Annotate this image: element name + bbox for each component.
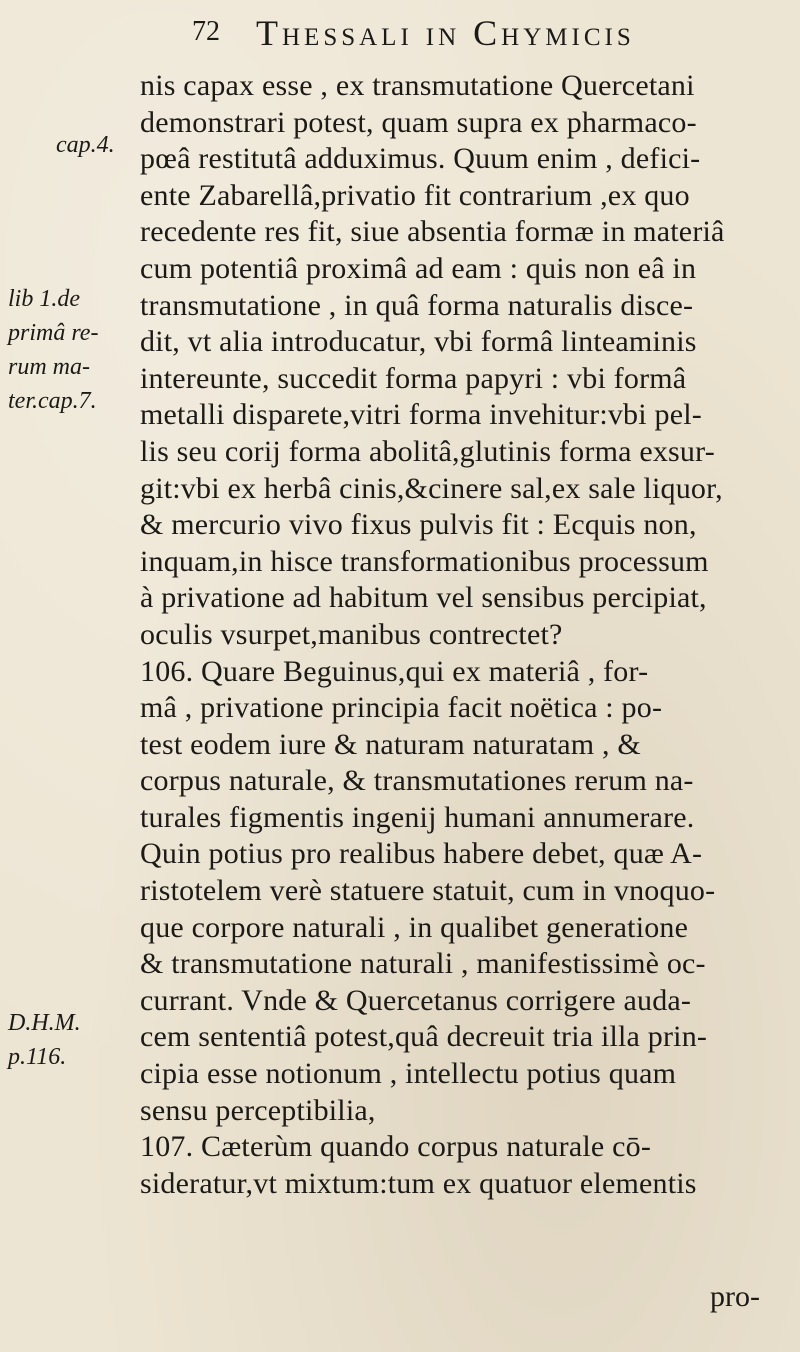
text-line: Quin potius pro realibus habere debet, quæ A- [140, 837, 703, 871]
text-line: & transmutatione naturali , manifestissimè oc- [140, 947, 706, 981]
text-line: transmutatione , in quâ forma naturalis disce- [140, 288, 694, 322]
text-line: currant. Vnde & Quercetanus corrigere auda- [140, 983, 692, 1017]
margin-note-page: p.116. [8, 1044, 67, 1070]
text-line: cum potentiâ proximâ ad eam : quis non eâ in [140, 251, 697, 285]
text-line: intereunte, succedit forma papyri : vbi formâ [140, 361, 687, 395]
text-line: metalli disparete,vitri forma invehitur:vbi pel- [140, 398, 702, 432]
page-number: 72 [192, 16, 220, 47]
text-line: cipia esse notionum , intellectu potius quam [140, 1057, 677, 1091]
text-line: à privatione ad habitum vel sensibus percipiat, [140, 581, 707, 615]
catchword: pro- [710, 1280, 760, 1313]
text-line: mâ , privatione principia facit noëtica : po- [140, 691, 663, 725]
text-line: nis capax esse , ex transmutatione Quercetani [140, 69, 695, 102]
text-line: 107. Cæterùm quando corpus naturale cō- [140, 1130, 652, 1164]
text-line: pœâ restitutâ adduximus. Quum enim , defici- [140, 142, 701, 176]
text-line: cem sententiâ potest,quâ decreuit tria illa prin- [140, 1020, 708, 1054]
text-line: lis seu corij forma abolitâ,glutinis forma exsur- [140, 434, 715, 468]
text-line: ente Zabarellâ,privatio fit contrarium ,ex quo [140, 178, 690, 212]
text-line: turales figmentis ingenij humani annumerare. [140, 800, 695, 834]
text-line: inquam,in hisce transformationibus processum [140, 544, 709, 578]
margin-note-cap: cap.4. [56, 132, 115, 158]
margin-notes [0, 0, 140, 1352]
text-line: 106. Quare Beguinus,qui ex materiâ , for- [140, 654, 649, 688]
text-line: dit, vt alia introducatur, vbi formâ linteaminis [140, 325, 697, 359]
text-line: test eodem iure & naturam naturatam , & [140, 727, 641, 761]
margin-note-ter: ter.cap.7. [8, 388, 97, 414]
text-line: sensu perceptibilia, [140, 1093, 376, 1127]
text-line: ristotelem verè statuere statuit, cum in vnoquo- [140, 874, 716, 908]
margin-note-rum: rum ma- [8, 354, 90, 380]
text-line: corpus naturale, & transmutationes rerum na- [140, 764, 694, 798]
text-line: git:vbi ex herbâ cinis,&cinere sal,ex sale liquor, [140, 471, 723, 505]
text-line: que corpore naturali , in qualibet generatione [140, 910, 689, 944]
text-line: & mercurio vivo fixus pulvis fit : Ecquis non, [140, 508, 697, 542]
text-line: recedente res fit, siue absentia formæ in materiâ [140, 215, 725, 249]
text-line: sideratur,vt mixtum:tum ex quatuor elementis [140, 1166, 697, 1200]
page-header [192, 12, 792, 58]
running-head: Thessali in Chymicis [256, 13, 635, 53]
margin-note-lib: lib 1.de [8, 286, 80, 312]
text-line: oculis vsurpet,manibus contrectet? [140, 617, 563, 651]
margin-note-prima: primâ re- [8, 320, 99, 346]
margin-note-dhm: D.H.M. [8, 1010, 81, 1036]
body-text [140, 68, 800, 1202]
text-line: demonstrari potest, quam supra ex pharmaco- [140, 105, 697, 139]
